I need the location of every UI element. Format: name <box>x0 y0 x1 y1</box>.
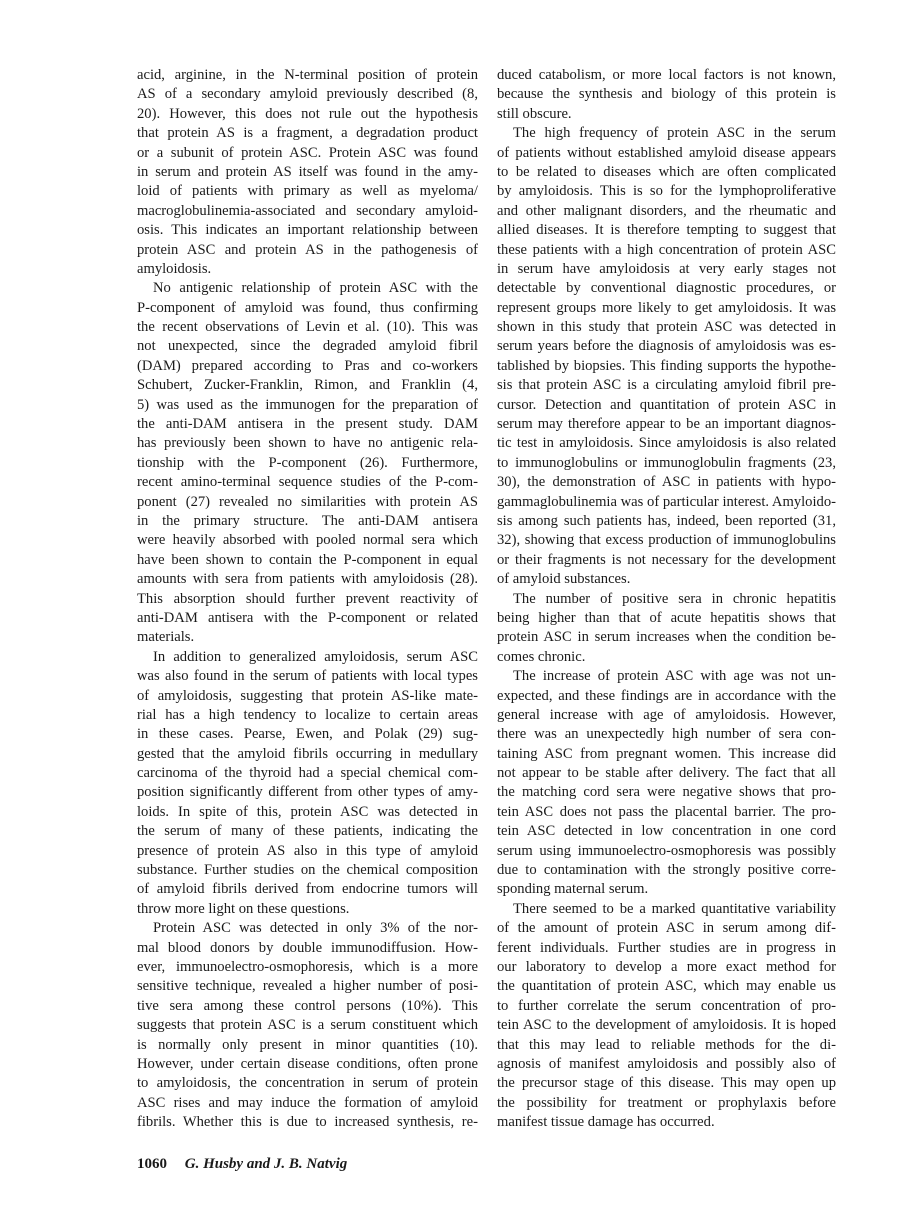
text-line: loids. In spite of this, protein ASC was detected in <box>137 803 478 820</box>
text-line: gammaglobulinemia was of particular interest. Amyloido- <box>497 493 836 510</box>
text-line: of amyloidosis, suggesting that protein AS-like mate- <box>137 687 478 704</box>
text-line: the anti-DAM antisera in the present study. DAM <box>137 416 478 433</box>
text-line: macroglobulinemia-associated and secondary amyloid- <box>137 202 478 219</box>
paragraph <box>497 590 836 668</box>
text-line: tionship with the P-component (26). Furthermore, <box>137 454 478 471</box>
text-line: protein ASC and protein AS in the pathogenesis of <box>137 241 478 258</box>
text-line: loid of patients with primary as well as myeloma/ <box>137 183 478 200</box>
text-line: tablished by biopsies. This finding supports the hypothe- <box>497 357 836 374</box>
text-line: was also found in the serum of patients with local types <box>137 668 478 685</box>
paragraph <box>137 66 478 279</box>
text-line: of amyloid substances. <box>497 571 631 588</box>
text-line: there was an unexpectedly high number of sera con- <box>497 726 836 743</box>
text-line: suggests that protein ASC is a serum constituent which <box>137 1017 478 1034</box>
text-line: the possibility for treatment or prophylaxis before <box>497 1094 836 1111</box>
text-line: to further correlate the serum concentration of pro- <box>497 997 836 1014</box>
text-line: tein ASC does not pass the placental barrier. The pro- <box>497 803 836 820</box>
text-line: throw more light on these questions. <box>137 900 350 917</box>
text-line: tein ASC detected in low concentration in one cord <box>497 823 836 840</box>
text-line: in these cases. Pearse, Ewen, and Polak (29) sug- <box>137 726 478 743</box>
text-line: However, under certain disease conditions, often prone <box>137 1055 478 1072</box>
text-line: allied diseases. It is therefore tempting to suggest that <box>497 222 836 239</box>
text-line: fibrils. Whether this is due to increased synthesis, re- <box>137 1114 478 1131</box>
text-line: of patients without established amyloid disease appears <box>497 144 836 161</box>
text-line: serum years before the diagnosis of amyloidosis was es- <box>497 338 836 355</box>
text-line: gested that the amyloid fibrils occurring in medullary <box>137 745 478 762</box>
text-line: the matching cord sera were negative shows that pro- <box>497 784 836 801</box>
text-line: sponding maternal serum. <box>497 881 649 898</box>
text-line: sis among such patients has, indeed, been reported (31, <box>497 512 836 529</box>
text-line: P-component of amyloid was found, thus confirming <box>137 299 478 316</box>
text-line: rial has a high tendency to localize to certain areas <box>137 706 478 723</box>
text-line: agnosis of manifest amyloidosis and possibly also of <box>497 1055 836 1072</box>
text-line: The increase of protein ASC with age was not un- <box>513 668 836 685</box>
text-line: because the synthesis and biology of this protein is <box>497 86 836 103</box>
text-line: protein ASC in serum increases when the condition be- <box>497 629 836 646</box>
text-line: still obscure. <box>497 105 572 122</box>
text-line: There seemed to be a marked quantitative variability <box>513 900 836 917</box>
text-line: not unexpected, since the degraded amyloid fibril <box>137 338 478 355</box>
text-line: recent amino-terminal sequence studies of the P-com- <box>137 474 478 491</box>
text-line: amounts with sera from patients with amyloidosis (28). <box>137 571 478 588</box>
text-line: being higher than that of acute hepatitis shows that <box>497 609 836 626</box>
text-line: tive sera among these control persons (10%). This <box>137 997 478 1014</box>
page-footer <box>137 1156 347 1173</box>
text-line: presence of protein AS also in this type of amyloid <box>137 842 478 859</box>
text-line: the quantitation of protein ASC, which may enable us <box>497 978 836 995</box>
paragraph <box>497 124 836 589</box>
text-line: by amyloidosis. This is so for the lymphoproliferative <box>497 183 836 200</box>
text-line: these patients with a high concentration of protein ASC <box>497 241 836 258</box>
text-line: were heavily absorbed with pooled normal sera which <box>137 532 478 549</box>
text-line: osis. This indicates an important relationship between <box>137 222 478 239</box>
text-line: position significantly different from other types of amy- <box>137 784 478 801</box>
text-line: No antigenic relationship of protein ASC with the <box>153 280 478 297</box>
text-line: shown in this study that protein ASC was detected in <box>497 319 836 336</box>
text-line: is normally only present in minor quantities (10). <box>137 1036 478 1053</box>
text-line: the recent observations of Levin et al. (10). This was <box>137 319 478 336</box>
text-line: acid, arginine, in the N-terminal position of protein <box>137 67 478 83</box>
text-line: manifest tissue damage has occurred. <box>497 1114 715 1131</box>
paragraph <box>497 900 836 1133</box>
text-line: 5) was used as the immunogen for the preparation of <box>137 396 478 413</box>
running-head-authors: G. Husby and J. B. Natvig <box>184 1156 348 1172</box>
text-line: Schubert, Zucker-Franklin, Rimon, and Franklin (4, <box>137 377 478 394</box>
paragraph <box>137 648 478 919</box>
text-line: the precursor stage of this disease. This may open up <box>497 1075 836 1092</box>
text-line: detectable by conventional diagnostic procedures, or <box>497 280 836 297</box>
text-line: to be related to diseases which are often complicated <box>497 163 836 180</box>
text-line: serum may therefore appear to be an important diagnos- <box>497 416 836 433</box>
text-line: due to contamination with the strongly positive corre- <box>497 862 836 879</box>
text-line: ponent (27) revealed no similarities with protein AS <box>137 493 478 510</box>
text-line: (DAM) prepared according to Pras and co-workers <box>137 357 478 374</box>
right-column <box>497 66 836 1132</box>
text-line: in the primary structure. The anti-DAM antisera <box>137 512 478 529</box>
text-line: of the amount of protein ASC in serum among dif- <box>497 920 836 937</box>
text-line: materials. <box>137 629 195 646</box>
paragraph <box>497 66 836 124</box>
page-number: 1060 <box>137 1156 167 1172</box>
paragraph <box>497 667 836 900</box>
text-line: to immunoglobulins or immunoglobulin fragments (23, <box>497 454 836 471</box>
text-line: that this may lead to reliable methods for the di- <box>497 1036 836 1053</box>
text-line: carcinoma of the thyroid had a special chemical com- <box>137 765 478 782</box>
text-line: that protein AS is a fragment, a degradation product <box>137 125 478 142</box>
text-line: Protein ASC was detected in only 3% of the nor- <box>153 920 478 937</box>
text-line: our laboratory to develop a more exact method for <box>497 958 836 975</box>
text-line: represent groups more likely to get amyloidosis. It was <box>497 299 836 316</box>
paragraph <box>137 919 478 1132</box>
text-line: mal blood donors by double immunodiffusion. How- <box>137 939 478 956</box>
text-line: taining ASC from pregnant women. This increase did <box>497 745 836 762</box>
text-line: expected, and these findings are in accordance with the <box>497 687 836 704</box>
text-line: general increase with age of amyloidosis. However, <box>497 706 836 723</box>
text-line: The number of positive sera in chronic hepatitis <box>513 590 836 607</box>
text-line: 20). However, this does not rule out the hypothesis <box>137 105 478 122</box>
text-line: to amyloidosis, the concentration in serum of protein <box>137 1075 478 1092</box>
text-line: anti-DAM antisera with the P-component or related <box>137 609 478 626</box>
text-line: AS of a secondary amyloid previously described (8, <box>137 86 478 103</box>
text-line: In addition to generalized amyloidosis, serum ASC <box>153 648 478 665</box>
text-line: tein ASC to the development of amyloidosis. It is hoped <box>497 1017 836 1034</box>
text-line: The high frequency of protein ASC in the serum <box>513 125 836 142</box>
text-line: ASC rises and may induce the formation of amyloid <box>137 1094 478 1111</box>
text-line: tic test in amyloidosis. Since amyloidosis is also related <box>497 435 836 452</box>
text-line: the serum of many of these patients, indicating the <box>137 823 478 840</box>
text-line: cursor. Detection and quantitation of protein ASC in <box>497 396 836 413</box>
text-line: and other malignant disorders, and the rheumatic and <box>497 202 836 219</box>
text-line: or a subunit of protein ASC. Protein ASC was found <box>137 144 478 161</box>
text-line: of amyloid fibrils derived from endocrine tumors will <box>137 881 478 898</box>
text-line: 30), the demonstration of ASC in patients with hypo- <box>497 474 836 491</box>
left-column <box>137 66 478 1132</box>
text-line: ferent individuals. Further studies are in progress in <box>497 939 836 956</box>
text-line: 32), showing that excess production of immunoglobulins <box>497 532 836 549</box>
text-line: not appear to be stable after delivery. The fact that all <box>497 765 836 782</box>
text-line: sis that protein ASC is a circulating amyloid fibril pre- <box>497 377 836 394</box>
text-line: in serum and protein AS itself was found in the amy- <box>137 163 478 180</box>
text-line: comes chronic. <box>497 648 586 665</box>
text-line: have been shown to contain the P-component in equal <box>137 551 478 568</box>
text-line: ever, immunoelectro-osmophoresis, which is a more <box>137 958 478 975</box>
text-line: or their fragments is not necessary for the development <box>497 551 836 568</box>
text-line: duced catabolism, or more local factors is not known, <box>497 67 836 83</box>
text-line: has previously been shown to have no antigenic rela- <box>137 435 478 452</box>
text-line: amyloidosis. <box>137 260 212 277</box>
text-line: This absorption should further prevent reactivity of <box>137 590 478 607</box>
text-line: in serum have amyloidosis at very early stages not <box>497 260 836 277</box>
text-line: serum using immunoelectro-osmophoresis was possibly <box>497 842 836 859</box>
text-line: substance. Further studies on the chemical composition <box>137 862 478 879</box>
text-line: sensitive technique, revealed a higher number of posi- <box>137 978 478 995</box>
paragraph <box>137 279 478 647</box>
